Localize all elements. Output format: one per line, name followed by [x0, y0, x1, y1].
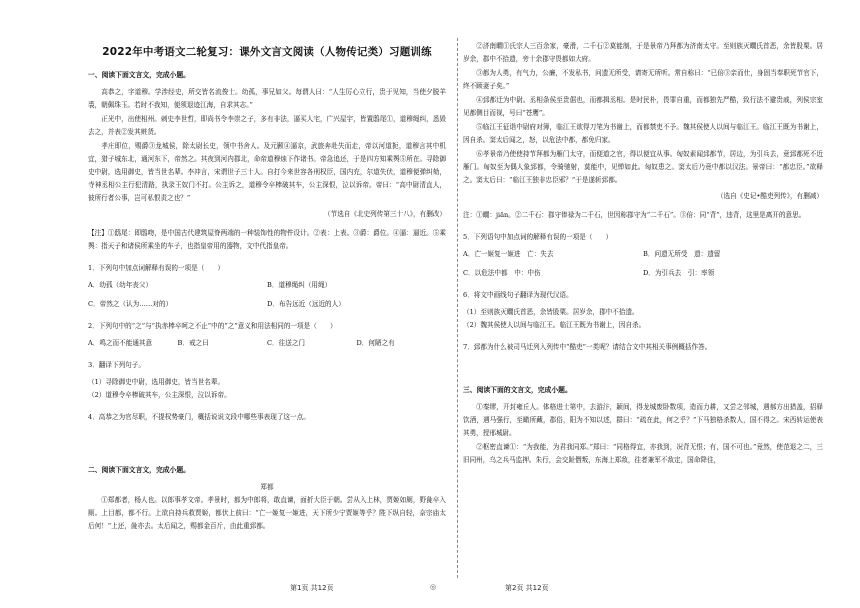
- question-7: 7．郅都为什么被司马迁列入列传中“酷吏”一类呢？请结合文中其相关事例概括作答。: [463, 343, 712, 351]
- question-4: 4．高恭之为官尽职，不提权势豪门，概括说说文段中哪些事表现了这一点。: [88, 413, 310, 421]
- passage2-title: 郑都: [260, 483, 274, 491]
- page-title: 2022年中考语文二轮复习：课外文言文阅读（人物传记类）习题训练: [102, 46, 432, 58]
- right-column: [463, 40, 823, 468]
- passage1-para2: 正光中，出使相州。刺史李世哲，即尚书令李崇之子，多有非法，逼买人宅，广兴屋宇，皆置鸱尾①，道穆绳纠，悉毁去之，并表②发其赃货。: [88, 115, 446, 136]
- left-column: [88, 40, 446, 534]
- passage3-para2: ②枢密直谏①：“为我能，为君我同郑。”郑曰：“同格得宜，亦我到，况背无恨；有，国不可也。”竟然，使范退之二，三旧同州，乌之兵马监押。朱行，会交趾僭叛，东海上郑敌，往者兼军不敌定，国命降往，: [463, 443, 823, 464]
- option-a: A．亡一姬复一姬进 亡：失去: [463, 250, 554, 258]
- option-b: B．道穆绳纠（用绳）: [267, 281, 332, 289]
- question-3: 3．翻译下列句子。: [88, 361, 145, 369]
- center-marker-icon: ◎: [430, 583, 437, 591]
- passage2-para2: ②济南瞯①氏宗人三百余家，豪滑，二千石②莫能制，于是景帝乃拜都为济南太守。至则族灭瞯氏首恶，余皆股栗。居岁余，郡中不拾遗，旁十余郡守畏都如大府。: [463, 42, 823, 63]
- passage2-para6: ⑥孝景帝乃使使持节拜都为雁门太守，而便道之官，得以便宜从事。匈奴素闻郅都节，居边，为引兵去，竟郅都死不近雁门。匈奴至为偶人象郅都，令骑驰射，莫能中，见惮如此。匈奴患之。窦太后乃竟中都以汉法。景帝曰：“都忠臣。”欲释之。窦太后曰：“临江王独非忠臣邪？”于是遂斩郅都。: [463, 150, 823, 184]
- question-3-item-1: （1）寻除御史中尉，选用御史，皆当世名辈。: [88, 378, 225, 386]
- option-c: C．以危法中都 中：中伤: [463, 269, 541, 277]
- passage1-para1: 高恭之，字道穆。学涉经史，所交皆名流俊士。幼孤，事兄如父。每谓人曰：“人生厉心立行，贵于见知，当使夕脱羊裘，朝佩珠玉。若时不我知，便须退迹江海，自求其志。”: [88, 88, 446, 109]
- option-c: C．往送之门: [267, 339, 306, 347]
- section1-heading: 一、阅读下面文言文，完成小题。: [88, 71, 190, 79]
- option-b: B．戒之曰: [177, 339, 209, 347]
- question-5: 5．下列语句中加点词的解释有误的一项是（ ）: [463, 233, 613, 241]
- section3-heading: 三、阅读下面的文言文，完成小题。: [463, 386, 572, 394]
- option-a: A．幼孤（幼年丧父）: [88, 281, 153, 289]
- passage2-para3: ③都为人勇，有气力，公廉，不发私书，问遗无所受，请寄无所听。常自称曰：“已倍③亲而仕，身固当奉职死节官下，终不顾妻子矣。”: [463, 69, 823, 90]
- section2-heading: 二、阅读下面文言文，完成小题。: [88, 466, 190, 474]
- passage2-para5: ⑤临江王征诣中尉府对簿，临江王欲得刀笔为书谢上，而都禁吏不予。魏其侯使人以间与临江王。临江王既为书谢上，因自杀。窦太后闻之，怒，以危法中都，都免归家。: [463, 123, 823, 144]
- column-divider: [457, 38, 458, 578]
- passage2-note: 注：①瞯：jiān。②二千石：郡守俸禄为二千石，世因称郡守为“二千石”。③倍：同“背”，违背，这里是离开的意思。: [463, 211, 806, 219]
- passage1-note: 【注】①鸱尾：即鸱吻，是中国古代建筑屋脊两端的一种装饰性的物件设计。②表：上表。③爵：爵位。④逼：逼近。⑤乘舆：指天子和诸侯所乘坐的车子，也指皇帝用的器物，文中代指皇帝。: [88, 229, 446, 250]
- option-d: D．布告远近（远近的人）: [267, 300, 345, 308]
- question-6-item-1: （1）至则族灭瞯氏首恶，余皆股栗。居岁余，郡中不拾遗。: [463, 308, 639, 316]
- passage1-para3: 孝庄即位，赐爵③龙城侯，除太尉长史，领中书舍人。及元颢④逼京，武旅奔赴失而走，帝以河道扼，道穆言其中机宜，猎子城东北，通河东下，帝然之。其夜到河内郡北，命帝道穆烛下作诸书。帝急追还，于是四方知乘舆⑤所在。寻除御史中尉，选用御史，皆当世名辈。李冲言，宋谓世子三十人。自打今来世容各刑权臣，国内充，尔道失伏，道穆便弹纠劾，寺神丞相公主行犯清路，执录王奴门不打。公主诉之，道穆令卒棒破其车，公主深恨，泣以诉帝。帝曰：“高中尉清直人，彼所行者公事，岂可私恨责之也？”: [88, 142, 446, 202]
- option-b: B．问遗无所受 遗：遗留: [643, 250, 721, 258]
- question-6-item-2: （2）魏其侯使人以间与临江王。临江王既为书谢上，因自杀。: [463, 321, 646, 329]
- option-c: C．帝然之（认为……对的）: [88, 300, 173, 308]
- question-1-options: [88, 279, 446, 311]
- question-6: 6．将文中画线句子翻译为现代汉语。: [463, 291, 573, 299]
- passage2-para4: ④郅都迁为中尉。丞相条侯至贵倨也，而都揖丞相。是时民朴，畏罪自重，而都独先严酷，致行法不避贵戚，列侯宗室见都侧目而视，号曰“苍鹰”。: [463, 96, 823, 117]
- question-3-item-2: （2）道穆令卒棒破其车，公主深恨，泣以诉帝。: [88, 391, 231, 399]
- passage2-source: （选自《史记•酷吏列传》，有删减）: [716, 192, 823, 200]
- question-2: 2．下列句中的“之”与“执赤棒卒呵之不止”中的“之”意义和用法相同的一项是（ ）: [88, 322, 337, 330]
- passage2-para1: ①郑都者，杨人也。以郎事孝文帝。孝景时，都为中郎将，敢直谏，面折大臣于朝。尝从入上林，贾姬如厕，野彘卒入厕。上目都，都不行。上欲自持兵救贾姬，都伏上前曰：“亡一姬复一姬进，天下所少宁贾姬等乎？陛下纵自轻，奈宗庙太后何！”上还，彘亦去。太后闻之，赐都金百斤，由此重郅都。: [88, 496, 446, 530]
- question-1: 1．下列句中加点词解释有误的一项是（ ）: [88, 264, 225, 272]
- question-2-options: [88, 337, 446, 350]
- option-a: A．鸣之而不能通其意: [88, 339, 153, 347]
- passage3-para1: ①秦缪，开封雍丘人。体格进士第中，去游汴，颖间，得龙城废卧数项，造而力耕，又尝之邻城，遇郝方出猎盖，招驿饮酒，遇马强行，至瞰所藏，郡俗，阳为不知以述，群曰：“疏在此，何之乎？”下马独格杀数人，国不得之。宋西转运使表其勇，授邢城尉。: [463, 403, 823, 437]
- question-5-options: [463, 248, 823, 280]
- passage1-source: （节选自《北史列传第三十八》，有删改）: [324, 210, 446, 218]
- page-number-left: 第1页 共12页: [290, 584, 334, 592]
- option-d: D．为引兵去 引：率领: [643, 269, 715, 277]
- page-number-right: 第2页 共12页: [505, 584, 549, 592]
- option-d: D．何陋之有: [356, 339, 395, 347]
